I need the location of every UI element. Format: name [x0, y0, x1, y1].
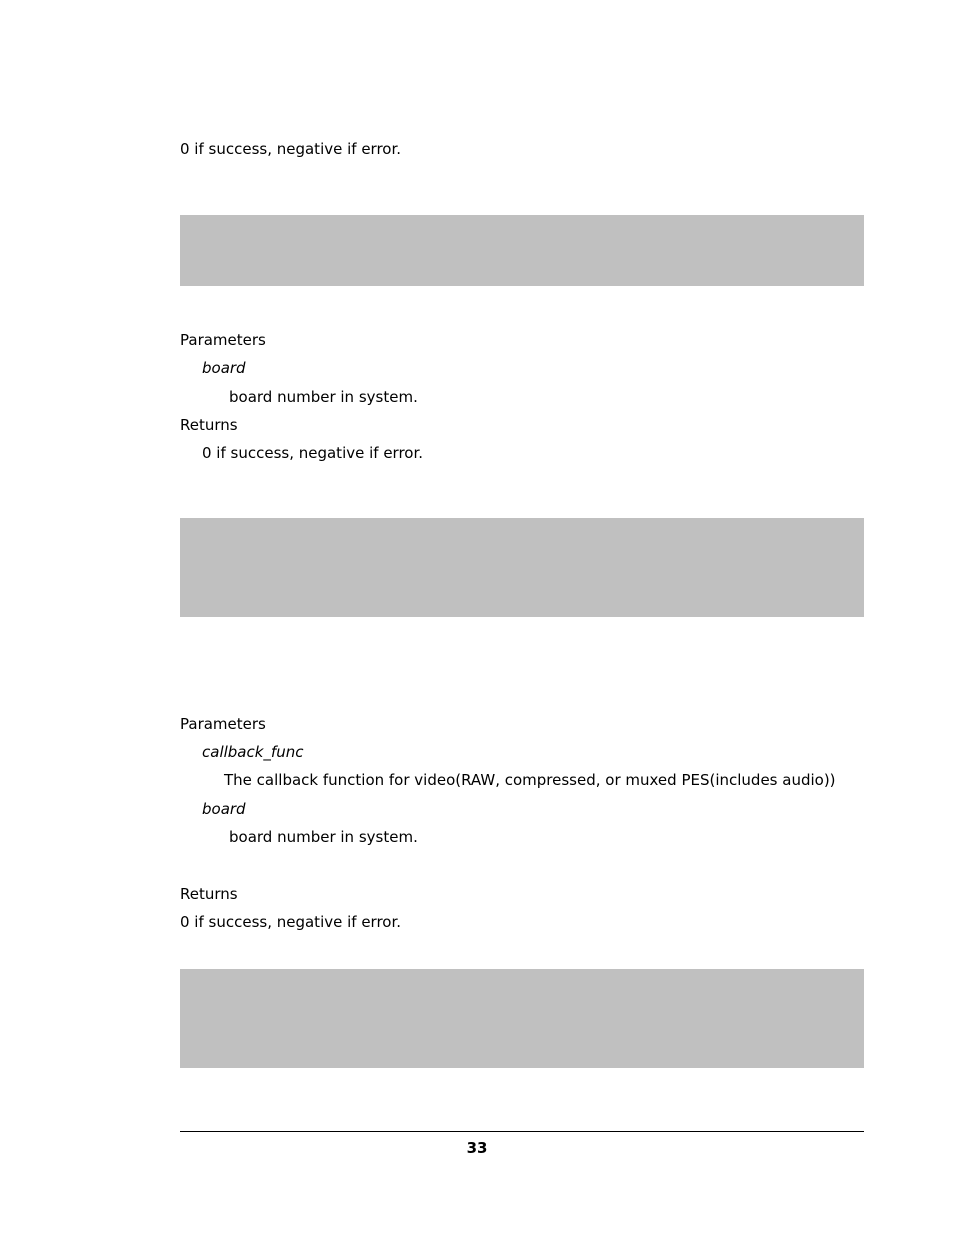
- returns-label-2: Returns: [180, 885, 238, 903]
- code-box-3: [180, 969, 864, 1068]
- page-number: 33: [466, 1139, 488, 1157]
- parameters-label-2: Parameters: [180, 715, 266, 733]
- returns-value-0: 0 if success, negative if error.: [180, 140, 402, 158]
- param-name-board-1: board: [202, 359, 246, 377]
- code-box-2: [180, 518, 864, 617]
- code-box-1: [180, 215, 864, 286]
- param-name-callback-func: callback_func: [202, 743, 304, 761]
- returns-value-1: 0 if success, negative if error.: [202, 444, 424, 462]
- returns-label-1: Returns: [180, 416, 238, 434]
- footer-rule: [180, 1131, 864, 1132]
- param-name-board-2: board: [202, 800, 246, 818]
- param-desc-board-1: board number in system.: [229, 388, 418, 406]
- param-desc-board-2: board number in system.: [229, 828, 418, 846]
- returns-value-2: 0 if success, negative if error.: [180, 913, 402, 931]
- param-desc-callback-func: The callback function for video(RAW, compressed, or muxed PES(includes audio)): [224, 771, 836, 789]
- parameters-label-1: Parameters: [180, 331, 266, 349]
